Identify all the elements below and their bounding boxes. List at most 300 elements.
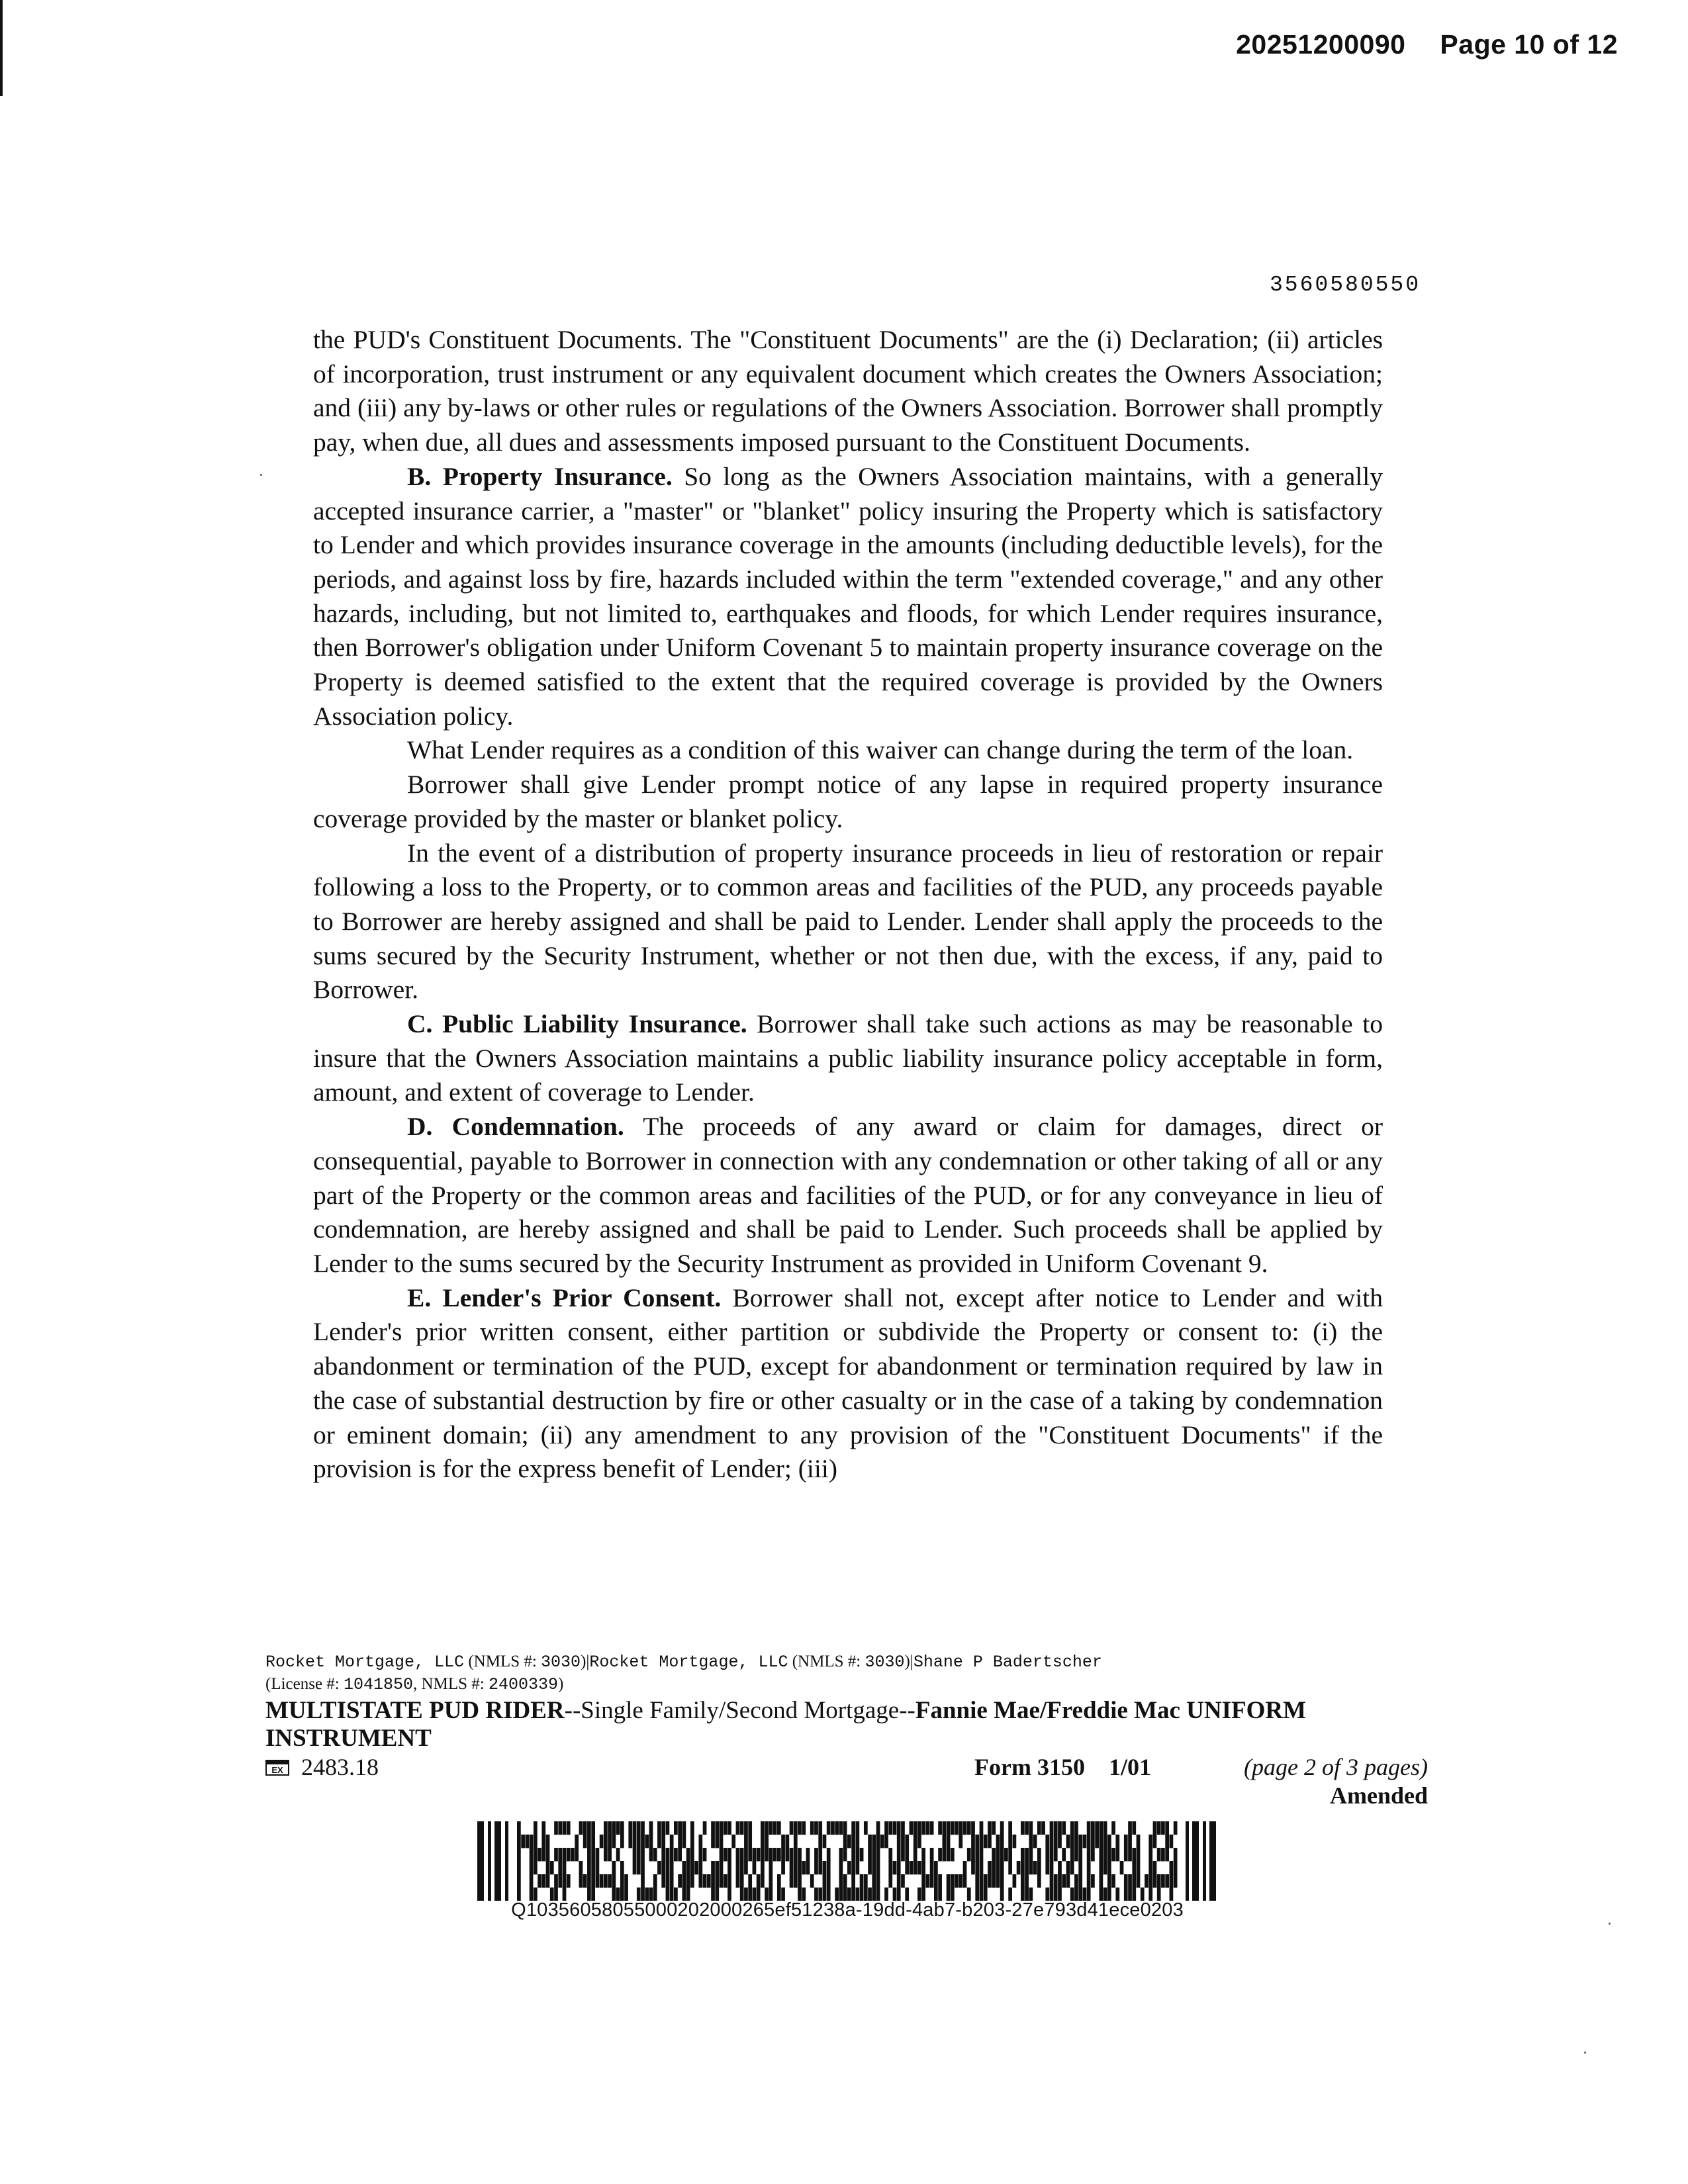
barcode-bar: [628, 1821, 632, 1835]
barcode-bar: [604, 1835, 608, 1848]
barcode-bar: [847, 1835, 851, 1848]
barcode-bar: [790, 1874, 794, 1888]
barcode-bar: [678, 1835, 682, 1848]
barcode-bar: [534, 1835, 538, 1848]
barcode-bar: [477, 1821, 484, 1901]
barcode-bar: [1087, 1861, 1091, 1874]
barcode-bar: [720, 1874, 724, 1888]
barcode-bar: [1000, 1835, 1004, 1848]
barcode-bar: [583, 1874, 587, 1888]
barcode-bar: [855, 1848, 859, 1861]
barcode-bar: [1153, 1861, 1157, 1874]
barcode-bar: [963, 1874, 967, 1888]
barcode-bar: [794, 1874, 798, 1888]
barcode-bar: [1050, 1848, 1054, 1861]
barcode-bar: [917, 1888, 921, 1901]
page-indicator: Page 10 of 12: [1440, 29, 1618, 60]
barcode-bar: [897, 1848, 901, 1861]
barcode-bar: [955, 1874, 959, 1888]
barcode-bar: [1174, 1848, 1178, 1861]
barcode-bar: [587, 1835, 591, 1848]
barcode-bar: [1170, 1835, 1174, 1848]
barcode-bar: [666, 1821, 670, 1835]
barcode-bar: [1107, 1848, 1111, 1861]
barcode-bar: [1103, 1848, 1107, 1861]
barcode-bar: [591, 1888, 595, 1901]
barcode-bar: [591, 1874, 595, 1888]
barcode-bar: [682, 1874, 686, 1888]
barcode-bar: [1008, 1821, 1012, 1835]
barcode-bar: [674, 1848, 678, 1861]
barcode-bar: [1029, 1888, 1033, 1901]
barcode-bar: [926, 1821, 930, 1835]
barcode-bar: [988, 1821, 992, 1835]
barcode-bar: [1058, 1888, 1062, 1901]
barcode-bar: [1132, 1848, 1136, 1861]
barcode-bar: [711, 1888, 715, 1901]
barcode-bar: [769, 1874, 773, 1888]
barcode-bar: [711, 1861, 715, 1874]
barcode-bar: [645, 1888, 649, 1901]
barcode-bar: [744, 1848, 748, 1861]
barcode-bar: [620, 1861, 624, 1874]
barcode-bar: [550, 1888, 554, 1901]
barcode-bar: [905, 1835, 909, 1848]
barcode-bar: [876, 1821, 880, 1835]
barcode-bar: [517, 1874, 521, 1888]
barcode-bar: [727, 1888, 731, 1901]
barcode-bar: [798, 1874, 802, 1888]
barcode-bar: [1103, 1835, 1107, 1848]
form-info-row: [265, 1752, 1428, 1782]
barcode-bar: [620, 1874, 624, 1888]
barcode-bar: [661, 1861, 665, 1874]
barcode-bar: [930, 1821, 934, 1835]
barcode-bar: [955, 1821, 959, 1835]
barcode-bar: [1087, 1848, 1091, 1861]
barcode-bar: [558, 1821, 562, 1835]
barcode-bar: [628, 1835, 632, 1848]
barcode-bar: [744, 1861, 748, 1874]
barcode-bar: [612, 1835, 616, 1848]
barcode-bar: [1128, 1848, 1132, 1861]
barcode-bar: [971, 1835, 975, 1848]
barcode-bar: [1161, 1848, 1165, 1861]
barcode-bar: [930, 1874, 934, 1888]
barcode-bar: [1087, 1874, 1091, 1888]
barcode-bar: [864, 1821, 868, 1835]
barcode-bar: [715, 1821, 719, 1835]
barcode-bar: [761, 1821, 765, 1835]
barcode-bar: [1111, 1821, 1115, 1835]
barcode-bar: [860, 1888, 864, 1901]
barcode-bar: [959, 1821, 962, 1835]
barcode-bar: [802, 1888, 806, 1901]
barcode-bar: [1157, 1848, 1161, 1861]
barcode-bar: [951, 1821, 955, 1835]
barcode-bar: [876, 1874, 880, 1888]
barcode-bar: [707, 1874, 711, 1888]
barcode-bar: [872, 1848, 876, 1861]
barcode-bar: [1161, 1821, 1165, 1835]
barcode-bar: [921, 1874, 925, 1888]
barcode-bar: [860, 1874, 864, 1888]
barcode-bar: [1029, 1848, 1033, 1861]
barcode-bar: [1145, 1874, 1149, 1888]
barcode-bar: [810, 1874, 814, 1888]
barcode-bar: [608, 1821, 612, 1835]
barcode-bar: [633, 1821, 637, 1835]
barcode-bar: [657, 1821, 661, 1835]
barcode-bar: [612, 1888, 616, 1901]
barcode-bar: [624, 1874, 628, 1888]
barcode-bar: [814, 1848, 818, 1861]
barcode-bar: [538, 1874, 541, 1888]
barcode-bar: [835, 1888, 839, 1901]
barcode-bar: [794, 1861, 798, 1874]
barcode-bar: [1037, 1821, 1041, 1835]
barcode-bar: [612, 1861, 616, 1874]
barcode-bar: [740, 1888, 744, 1901]
barcode-bar: [541, 1874, 545, 1888]
barcode-bar: [1137, 1874, 1141, 1888]
barcode-bar: [1074, 1848, 1078, 1861]
barcode-bar: [876, 1888, 880, 1901]
barcode-bar: [703, 1874, 707, 1888]
barcode-bar: [546, 1835, 550, 1848]
barcode-bar: [748, 1835, 752, 1848]
barcode-bar: [926, 1874, 930, 1888]
barcode-bar: [1058, 1821, 1062, 1835]
barcode-bar: [698, 1861, 702, 1874]
barcode-bar: [1161, 1874, 1165, 1888]
barcode-bar: [980, 1874, 984, 1888]
barcode-bar: [703, 1821, 707, 1835]
barcode-bar: [1087, 1821, 1091, 1835]
barcode-bar: [1095, 1835, 1099, 1848]
barcode-bar: [1153, 1821, 1157, 1835]
barcode-bar: [534, 1821, 538, 1835]
barcode-bar: [1124, 1874, 1128, 1888]
barcode-bar: [674, 1821, 678, 1835]
barcode-bar: [753, 1848, 757, 1861]
barcode-bar: [790, 1861, 794, 1874]
barcode-bar: [802, 1861, 806, 1874]
barcode-bar: [1054, 1848, 1058, 1861]
barcode-bar: [1045, 1861, 1049, 1874]
section-e-text: Borrower shall not, except after notice to Lender and with Lender's prior written consent, either partition or subdivide the Property or consent to: (i) the abandonment or termination of the PUD, except for abandonment or termination required by law in the case of substantial destruction by fire or other casualty or in the case of a taking by condemnation or eminent domain; (ii) any amendment to any provision of the "Constituent Documents" if the provision is for the express benefit of Lender; (iii): [313, 1283, 1383, 1484]
barcode-bar: [884, 1821, 888, 1835]
barcode-bar: [587, 1821, 591, 1835]
barcode-bar: [984, 1835, 988, 1848]
barcode-bar: [914, 1821, 917, 1835]
form-number: Form 3150 1/01: [974, 1754, 1151, 1780]
barcode-bar: [794, 1821, 798, 1835]
barcode-bar: [641, 1848, 645, 1861]
barcode-bar: [1008, 1835, 1012, 1848]
barcode-bar: [1045, 1888, 1049, 1901]
barcode-bar: [868, 1861, 872, 1874]
barcode-bar: [641, 1874, 645, 1888]
barcode-bar: [888, 1848, 892, 1861]
intro-paragraph: the PUD's Constituent Documents. The "Constituent Documents" are the (i) Declaration; (ii) articles of incorporation, trust instrument or any equivalent document which creates the Owners Association; and (iii) any by-laws or other rules or regulations of the Owners Association. Borrower shall promptly pay, when due, all dues and assessments imposed pursuant to the Constituent Documents.: [313, 325, 1383, 457]
barcode-bar: [901, 1874, 905, 1888]
barcode-bar: [740, 1848, 744, 1861]
barcode-bar: [1054, 1835, 1058, 1848]
barcode-bar: [1153, 1874, 1157, 1888]
barcode-bar: [670, 1874, 674, 1888]
barcode-bar: [604, 1874, 608, 1888]
barcode-bar: [893, 1861, 897, 1874]
barcode-bar: [724, 1874, 727, 1888]
scan-speck: [260, 474, 262, 476]
barcode-bar: [637, 1821, 641, 1835]
barcode-bar: [864, 1888, 868, 1901]
barcode-bar: [604, 1848, 608, 1861]
barcode-bar: [1021, 1821, 1025, 1835]
barcode-bar: [1137, 1835, 1141, 1848]
section-c-heading: C. Public Liability Insurance.: [407, 1009, 747, 1039]
barcode-bar: [959, 1835, 962, 1848]
barcode-bar: [769, 1888, 773, 1901]
barcode-bar: [1165, 1821, 1169, 1835]
barcode-bar: [641, 1861, 645, 1874]
barcode-bar: [897, 1861, 901, 1874]
barcode-bar: [641, 1888, 645, 1901]
barcode-bar: [1083, 1835, 1087, 1848]
barcode-bar: [910, 1861, 914, 1874]
barcode-bar: [901, 1821, 905, 1835]
barcode-bar: [571, 1848, 575, 1861]
barcode-bar: [975, 1835, 979, 1848]
barcode-bar: [661, 1874, 665, 1888]
barcode-bar: [616, 1848, 620, 1861]
barcode-bar: [980, 1848, 984, 1861]
barcode-bar: [818, 1861, 822, 1874]
barcode-bar: [1070, 1848, 1074, 1861]
barcode-bar: [917, 1821, 921, 1835]
barcode-bar: [748, 1888, 752, 1901]
barcode-bar: [612, 1821, 616, 1835]
barcode-bar: [686, 1848, 690, 1861]
barcode-bar: [790, 1821, 794, 1835]
barcode-bar: [591, 1835, 595, 1848]
barcode-bar: [1170, 1888, 1174, 1901]
barcode-bar: [823, 1861, 827, 1874]
barcode-bar: [1078, 1848, 1082, 1861]
barcode-bar: [971, 1848, 975, 1861]
barcode-bar: [996, 1848, 1000, 1861]
rider-body: [313, 323, 1383, 1486]
barcode-bar: [1029, 1821, 1033, 1835]
barcode-bar: [637, 1835, 641, 1848]
barcode-bar: [794, 1835, 798, 1848]
barcode-bar: [980, 1821, 984, 1835]
barcode-bar: [682, 1888, 686, 1901]
barcode-bar: [736, 1861, 740, 1874]
barcode-bar: [666, 1874, 670, 1888]
barcode-bar: [711, 1874, 715, 1888]
barcode-bar: [934, 1874, 938, 1888]
barcode-bar: [534, 1888, 538, 1901]
barcode-bar: [517, 1861, 521, 1874]
barcode-bar: [1087, 1888, 1091, 1901]
barcode-bar: [1115, 1848, 1119, 1861]
barcode-bar: [963, 1861, 967, 1874]
barcode-bar: [868, 1888, 872, 1901]
barcode-bar: [1054, 1888, 1058, 1901]
barcode-bar: [1050, 1861, 1054, 1874]
barcode-bar: [494, 1821, 501, 1901]
barcode-bar: [843, 1848, 847, 1861]
barcode-bar: [711, 1835, 715, 1848]
barcode-bar: [777, 1888, 781, 1901]
barcode-bar: [814, 1821, 818, 1835]
barcode-bar: [818, 1888, 822, 1901]
barcode-bar: [798, 1848, 802, 1861]
barcode-bar: [637, 1848, 641, 1861]
barcode-bar: [847, 1888, 851, 1901]
barcode-bar: [893, 1821, 897, 1835]
barcode-bar: [682, 1835, 686, 1848]
barcode-bar: [1050, 1835, 1054, 1848]
barcode-bar: [827, 1848, 831, 1861]
barcode-bar: [653, 1888, 657, 1901]
barcode-bar: [847, 1861, 851, 1874]
barcode-bar: [1149, 1835, 1152, 1848]
barcode-bar: [1099, 1848, 1103, 1861]
barcode-bar: [773, 1848, 777, 1861]
section-c-text: Borrower shall take such actions as may be reasonable to insure that the Owners Association maintains a public liability insurance policy acceptable in form, amount, and extent of coverage to Lender.: [313, 1009, 1383, 1107]
barcode-bar: [1099, 1874, 1103, 1888]
barcode-bar: [761, 1874, 765, 1888]
barcode-bar: [1066, 1874, 1070, 1888]
barcode-bar: [558, 1874, 562, 1888]
barcode-bar: [839, 1888, 843, 1901]
barcode-bar: [1070, 1861, 1074, 1874]
barcode-bar: [744, 1888, 748, 1901]
barcode-bar: [1070, 1821, 1074, 1835]
section-b-text: So long as the Owners Association maintains, with a generally accepted insurance carrier, a "master" or "blanket" policy insuring the Property which is satisfactory to Lender and which provides insurance coverage in the amounts (including deductible levels), for the periods, and against loss by fire, hazards included within the term "extended coverage," and any other hazards, including, but not limited to, earthquakes and floods, for which Lender requires insurance, then Borrower's obligation under Uniform Covenant 5 to maintain property insurance coverage on the Property is deemed satisfied to the extent that the required coverage is provided by the Owners Association policy.: [313, 461, 1383, 731]
barcode-bar: [1021, 1848, 1025, 1861]
barcode-bar: [724, 1821, 727, 1835]
barcode-bar: [1111, 1874, 1115, 1888]
barcode-bar: [785, 1848, 789, 1861]
barcode-bar: [1008, 1888, 1012, 1901]
barcode-bar: [583, 1821, 587, 1835]
barcode-bar: [600, 1874, 604, 1888]
barcode-bar: [670, 1835, 674, 1848]
barcode-bar: [1153, 1835, 1157, 1848]
barcode-bar: [876, 1835, 880, 1848]
barcode-bar: [823, 1874, 827, 1888]
barcode-bar: [1074, 1874, 1078, 1888]
barcode-bar: [827, 1888, 831, 1901]
barcode-bar: [608, 1874, 612, 1888]
section-d-paragraph: [313, 1110, 1383, 1281]
barcode-bar: [905, 1848, 909, 1861]
barcode-bar: [980, 1888, 984, 1901]
barcode-bar: [921, 1848, 925, 1861]
barcode-bar: [1062, 1874, 1066, 1888]
barcode-bar: [769, 1848, 773, 1861]
barcode-bar: [888, 1821, 892, 1835]
distribution-paragraph: In the event of a distribution of property insurance proceeds in lieu of restoration or repair following a loss to the Property, or to common areas and facilities of the PUD, any proceeds payable to Borrower are hereby assigned and shall be paid to Lender. Lender shall apply the proceeds to the sums secured by the Security Instrument, whether or not then due, with the excess, if any, paid to Borrower.: [313, 838, 1383, 1005]
barcode-bar: [579, 1861, 583, 1874]
barcode-bar: [591, 1848, 595, 1861]
barcode-bar: [930, 1848, 934, 1861]
barcode-bar: [661, 1848, 665, 1861]
barcode-bar: [567, 1874, 571, 1888]
barcode-bar: [748, 1874, 752, 1888]
barcode-bar: [827, 1861, 831, 1874]
barcode-bar: [1000, 1821, 1004, 1835]
barcode-bar: [736, 1874, 740, 1888]
barcode-bar: [810, 1821, 814, 1835]
barcode-bar: [637, 1888, 641, 1901]
barcode-bar: [583, 1835, 587, 1848]
barcode-bar: [690, 1861, 694, 1874]
barcode-bar: [880, 1835, 884, 1848]
barcode-bar: [525, 1835, 529, 1848]
barcode-bar: [938, 1821, 942, 1835]
barcode-bar: [934, 1888, 938, 1901]
barcode-bar: [517, 1888, 521, 1901]
barcode-bar: [666, 1888, 670, 1901]
barcode-bar: [753, 1888, 757, 1901]
recording-number: 20251200090: [1236, 29, 1406, 60]
barcode-bar: [914, 1835, 917, 1848]
barcode-bar: [563, 1848, 567, 1861]
barcode-bar: [1041, 1821, 1045, 1835]
barcode-bar: [530, 1848, 534, 1861]
barcode-bar: [835, 1821, 839, 1835]
barcode-bar: [1103, 1821, 1107, 1835]
barcode-bar: [1132, 1861, 1136, 1874]
barcode-bar: [1149, 1848, 1152, 1861]
barcode-bar: [1137, 1848, 1141, 1861]
barcode-bar: [806, 1861, 810, 1874]
barcode-bar: [534, 1861, 538, 1874]
barcode-bar: [1128, 1821, 1132, 1835]
barcode-bar: [1070, 1888, 1074, 1901]
barcode-bar: [942, 1835, 946, 1848]
barcode-bar: [831, 1821, 835, 1835]
barcode-bar: [893, 1888, 897, 1901]
barcode-bar: [757, 1874, 761, 1888]
barcode-bar: [620, 1835, 624, 1848]
ellie-mae-icon: [265, 1760, 289, 1776]
lender-info: Rocket Mortgage, LLC (NMLS #: 3030)|Rocket Mortgage, LLC (NMLS #: 3030)|Shane P Badertscher (License #: 1041850, NMLS #: 2400339): [265, 1653, 1102, 1694]
barcode-bar: [727, 1821, 731, 1835]
barcode-bar: [541, 1848, 545, 1861]
barcode-bar: [794, 1848, 798, 1861]
section-c-paragraph: [313, 1007, 1383, 1110]
barcode-bar: [1021, 1861, 1025, 1874]
barcode-bar: [905, 1888, 909, 1901]
barcode-bar: [839, 1848, 843, 1861]
barcode-bar: [1124, 1888, 1128, 1901]
barcode-bar: [690, 1821, 694, 1835]
barcode-bar: [992, 1848, 996, 1861]
barcode-bar: [554, 1874, 558, 1888]
barcode-bar: [988, 1874, 992, 1888]
barcode-bar: [1078, 1888, 1082, 1901]
barcode-bar: [1029, 1861, 1033, 1874]
barcode-bar: [1045, 1835, 1049, 1848]
barcode-bar: [678, 1848, 682, 1861]
barcode-bar: [530, 1874, 534, 1888]
